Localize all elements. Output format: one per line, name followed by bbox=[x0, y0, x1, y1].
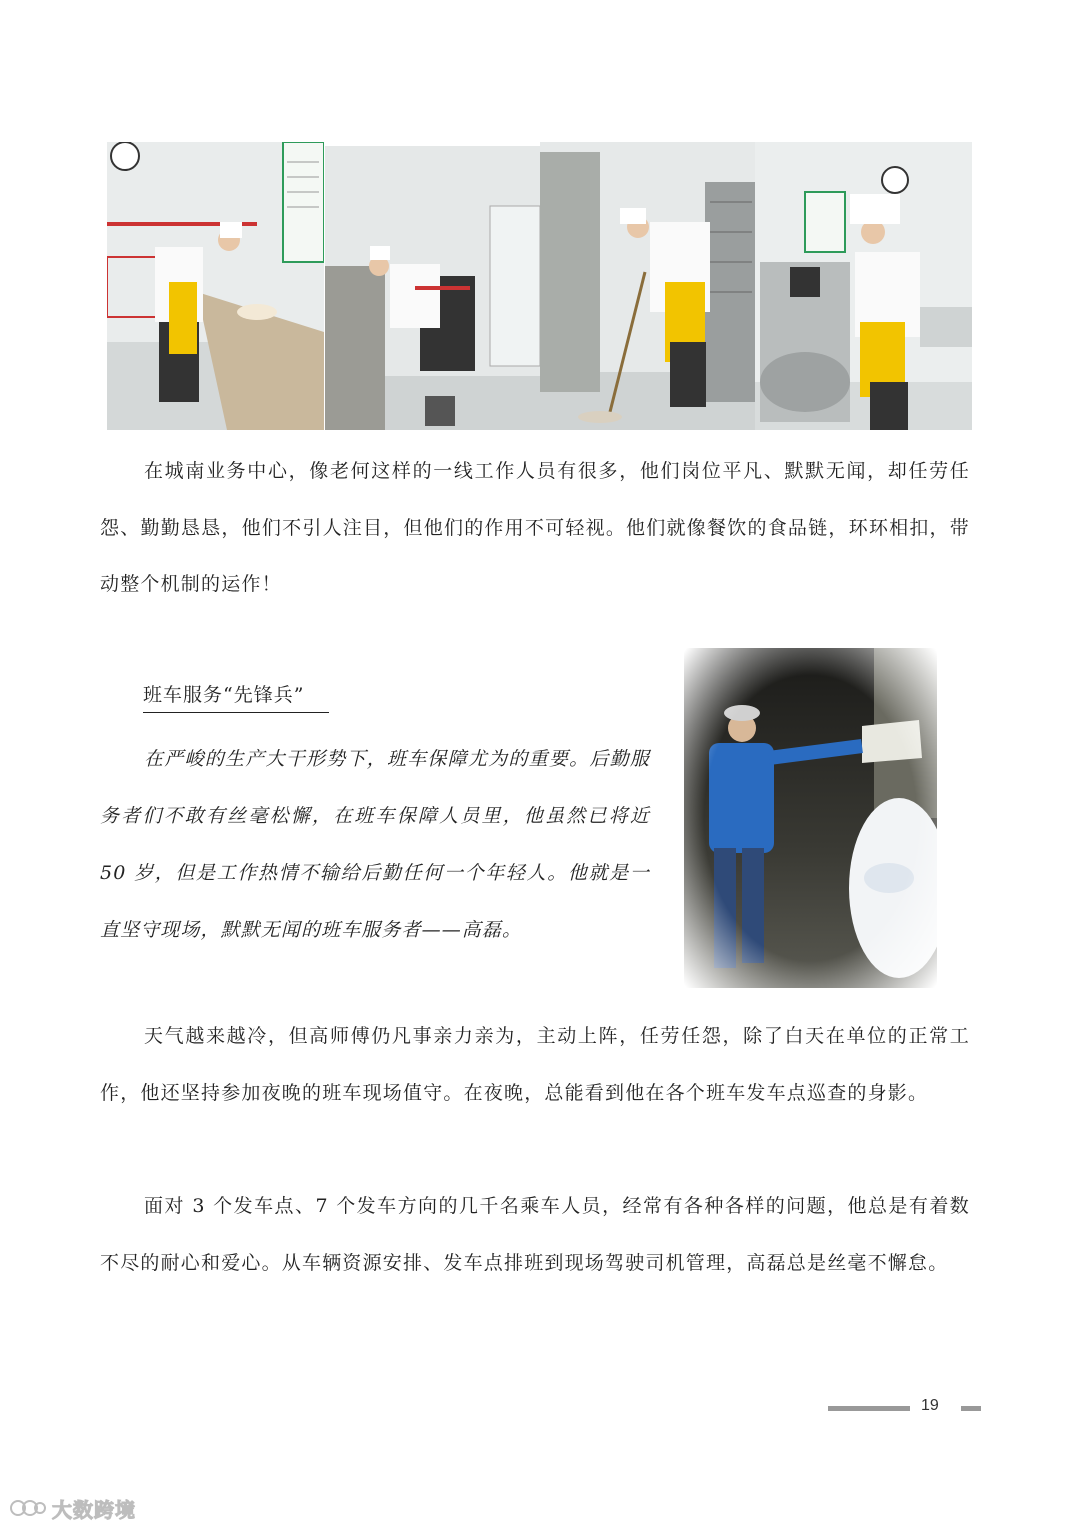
kitchen-photo-oven-baking bbox=[325, 146, 540, 430]
watermark-text: 大数跨境 bbox=[52, 1497, 136, 1522]
italic-paragraph: 在严峻的生产大干形势下，班车保障尤为的重要。后勤服务者们不敢有丝毫松懈，在班车保障人员里，他虽然已将近 50 岁，但是工作热情不输给后勤任何一个年轻人。他就是一直坚守现场，默默无闻的班车服务者——高磊。 bbox=[100, 748, 650, 941]
footer-bar-right bbox=[961, 1406, 981, 1411]
paragraph-patience: 面对 3 个发车点、7 个发车方向的几千名乘车人员，经常有各种各样的问题，他总是有着数不尽的耐心和爱心。从车辆资源安排、发车点排班到现场驾驶司机管理，高磊总是丝毫不懈怠。 bbox=[100, 1195, 970, 1274]
watermark-logo-icon bbox=[10, 1496, 46, 1520]
watermark bbox=[10, 1493, 136, 1523]
paragraph-intro: 在城南业务中心，像老何这样的一线工作人员有很多，他们岗位平凡、默默无闻，却任劳任怨、勤勤恳恳，他们不引人注目，但他们的作用不可轻视。他们就像餐饮的食品链，环环相扣，带动整个机制的运作！ bbox=[100, 460, 970, 595]
paragraph-night-duty: 天气越来越冷，但高师傅仍凡事亲力亲为，主动上阵，任劳任怨，除了白天在单位的正常工作，他还坚持参加夜晚的班车现场值守。在夜晚，总能看到他在各个班车发车点巡查的身影。 bbox=[100, 1025, 970, 1104]
footer-bar-left bbox=[828, 1406, 910, 1411]
kitchen-photo-mopping-floor bbox=[540, 142, 755, 430]
bus-service-photo-night bbox=[684, 648, 937, 988]
section-heading: 班车服务“先锋兵” bbox=[143, 680, 329, 713]
kitchen-photo-mixer-cleaning bbox=[755, 142, 972, 430]
page-number: 19 bbox=[921, 1397, 939, 1414]
kitchen-photo-dough-prep bbox=[107, 142, 324, 430]
